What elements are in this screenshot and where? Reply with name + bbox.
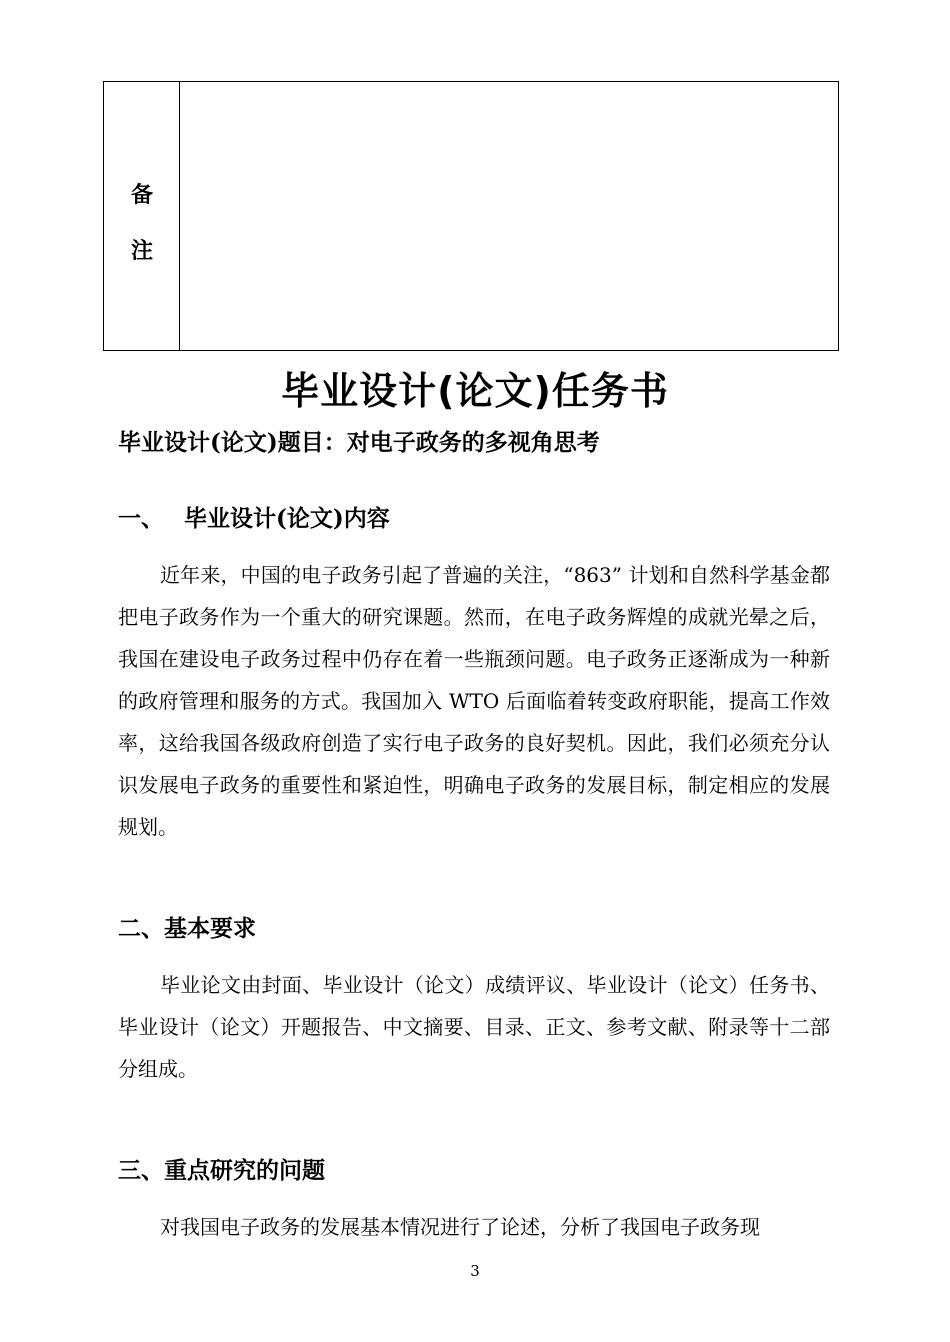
remarks-table <box>103 81 839 351</box>
remarks-label-char: 备 <box>130 182 153 208</box>
section-title: 基本要求 <box>164 915 256 942</box>
section-title: 重点研究的问题 <box>164 1157 325 1184</box>
document-title: 毕业设计(论文)任务书 <box>281 369 669 413</box>
section-number: 二、 <box>118 915 164 942</box>
remarks-content-cell <box>180 82 838 350</box>
remarks-label-char: 注 <box>130 238 153 264</box>
section-body-content: 近年来，中国的电子政务引起了普遍的关注，“863” 计划和自然科学基金都把电子政务作为一个重大的研究课题。然而，在电子政务辉煌的成就光晕之后，我国在建设电子政务过程中仍存在着一些瓶颈问题。电子政务正逐渐成为一种新的政府管理和服务的方式。我国加入 WTO 后面临着转变政府职能，提高工作效率，这给我国各级政府创造了实行电子政务的良好契机。因此，我们必须充分认识发展电子政务的重要性和紧迫性，明确电子政务的发展目标，制定相应的发展规划。 <box>118 563 830 839</box>
page-number: 3 <box>470 1262 480 1280</box>
section-heading-key-issues <box>118 1152 325 1185</box>
section-body-key-issues: 对我国电子政务的发展基本情况进行了论述，分析了我国电子政务现 <box>160 1215 760 1239</box>
section-body-requirements: 毕业论文由封面、毕业设计（论文）成绩评议、毕业设计（论文）任务书、毕业设计（论文）开题报告、中文摘要、目录、正文、参考文献、附录等十二部分组成。 <box>118 973 830 1081</box>
remarks-label-cell <box>104 82 180 350</box>
section-number: 三、 <box>118 1157 164 1184</box>
section-heading-content <box>118 500 390 533</box>
section-number: 一、 <box>118 505 164 532</box>
thesis-topic: 毕业设计(论文)题目：对电子政务的多视角思考 <box>118 429 600 456</box>
section-heading-requirements <box>118 910 256 943</box>
section-title: 毕业设计(论文)内容 <box>184 505 390 532</box>
